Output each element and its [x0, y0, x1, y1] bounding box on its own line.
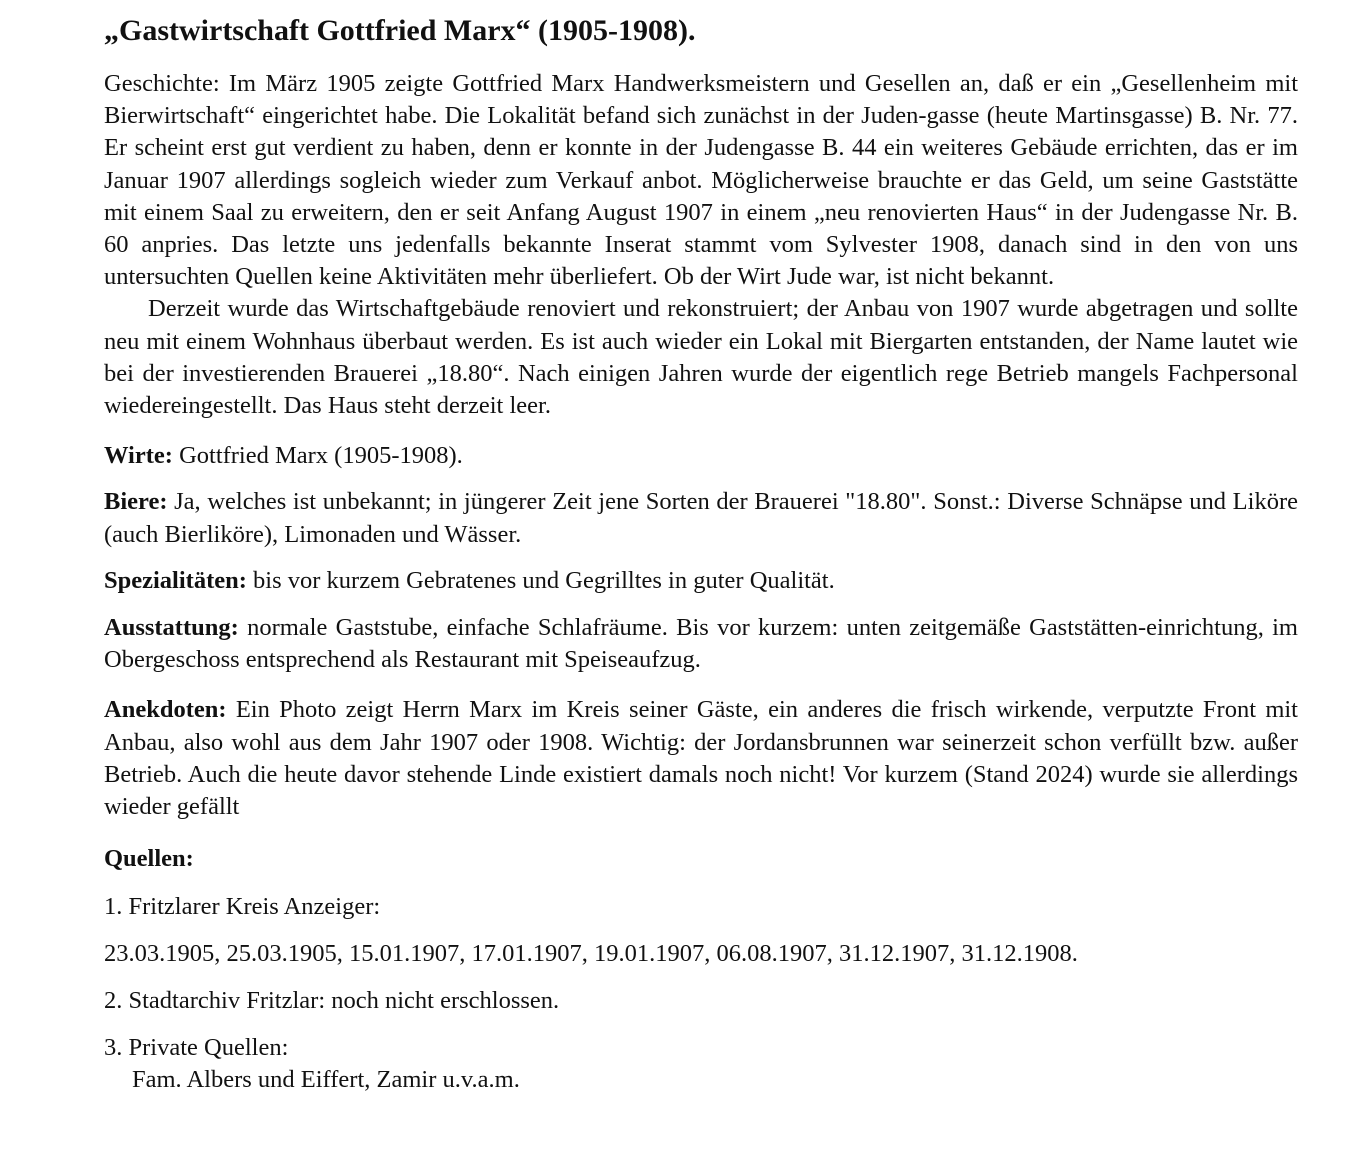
- biere-label: Biere:: [104, 488, 168, 516]
- anekdoten-section: [104, 694, 1298, 823]
- document-page: [104, 10, 1298, 1096]
- page-title: „Gastwirtschaft Gottfried Marx“ (1905-1908).: [104, 14, 696, 47]
- quellen-item-3-sub: Fam. Albers und Eiffert, Zamir u.v.a.m.: [132, 1066, 520, 1094]
- geschichte-section: [104, 68, 1298, 422]
- wirte-text: Gottfried Marx (1905-1908).: [172, 442, 463, 470]
- anekdoten-text: Ein Photo zeigt Herrn Marx im Kreis seiner Gäste, ein anderes die frisch wirkende, verputzte Front mit Anbau, also wohl aus dem Jahr 1907 oder 1908. Wichtig: der Jordansbrunnen war seinerzeit schon verfüllt bzw. außer Betrieb. Auch die heute davor stehende Linde existiert damals noch nicht! Vor kurzem (Stand 2024) wurde sie allerdings wieder gefällt: [104, 696, 1298, 821]
- geschichte-paragraph-1: Geschichte: Im März 1905 zeigte Gottfried Marx Handwerksmeistern und Gesellen an, daß er ein „Gesellenheim mit Bierwirtschaft“ eingerichtet habe. Die Lokalität befand sich zunächst in der Juden-gasse (heute Martinsgasse) B. Nr. 77. Er scheint erst gut verdient zu haben, denn er konnte in der Judengasse B. 44 ein weiteres Gebäude errichten, das er im Januar 1907 allerdings sogleich wieder zum Verkauf anbot. Möglicherweise brauchte er das Geld, um seine Gaststätte mit einem Saal zu erweitern, den er seit Anfang August 1907 in einem „neu renovierten Haus“ in der Judengasse Nr. B. 60 anpries. Das letzte uns jedenfalls bekannte Inserat stammt vom Sylvester 1908, danach sind in den von uns untersuchten Quellen keine Aktivitäten mehr überliefert. Ob der Wirt Jude war, ist nicht bekannt.: [104, 70, 1298, 291]
- quellen-heading: Quellen:: [104, 845, 194, 873]
- spezialitaeten-section: [104, 565, 1298, 597]
- quellen-item-1: 1. Fritzlarer Kreis Anzeiger:: [104, 893, 381, 921]
- spezialitaeten-text: bis vor kurzem Gebratenes und Gegrilltes in guter Qualität.: [246, 566, 835, 594]
- wirte-section: [104, 440, 1298, 472]
- biere-text: Ja, welches ist unbekannt; in jüngerer Zeit jene Sorten der Brauerei "18.80". Sonst.: Diverse Schnäpse und Liköre (auch Bierliköre), Limonaden und Wässer.: [104, 488, 1298, 548]
- quellen-item-1-dates: 23.03.1905, 25.03.1905, 15.01.1907, 17.01.1907, 19.01.1907, 06.08.1907, 31.12.1907, 31.12.1908.: [104, 940, 1078, 968]
- anekdoten-label: Anekdoten:: [104, 696, 227, 724]
- spezialitaeten-label: Spezialitäten:: [104, 566, 247, 594]
- biere-section: [104, 486, 1298, 550]
- geschichte-paragraph-2: Derzeit wurde das Wirtschaftgebäude renoviert und rekonstruiert; der Anbau von 1907 wurde abgetragen und sollte neu mit einem Wohnhaus überbaut werden. Es ist auch wieder ein Lokal mit Biergarten entstanden, der Name lautet wie bei der investierenden Brauerei „18.80“. Nach einigen Jahren wurde der eigentlich rege Betrieb mangels Fachpersonal wiedereingestellt. Das Haus steht derzeit leer.: [104, 295, 1298, 420]
- quellen-item-3: 3. Private Quellen:: [104, 1034, 289, 1062]
- ausstattung-label: Ausstattung:: [104, 614, 239, 642]
- ausstattung-section: [104, 612, 1298, 676]
- quellen-section: [104, 843, 1298, 1096]
- quellen-item-2: 2. Stadtarchiv Fritzlar: noch nicht erschlossen.: [104, 987, 560, 1015]
- ausstattung-text: normale Gaststube, einfache Schlafräume. Bis vor kurzem: unten zeitgemäße Gaststätten-einrichtung, im Obergeschoss entsprechend als Restaurant mit Speiseaufzug.: [104, 614, 1298, 674]
- wirte-label: Wirte:: [104, 442, 173, 470]
